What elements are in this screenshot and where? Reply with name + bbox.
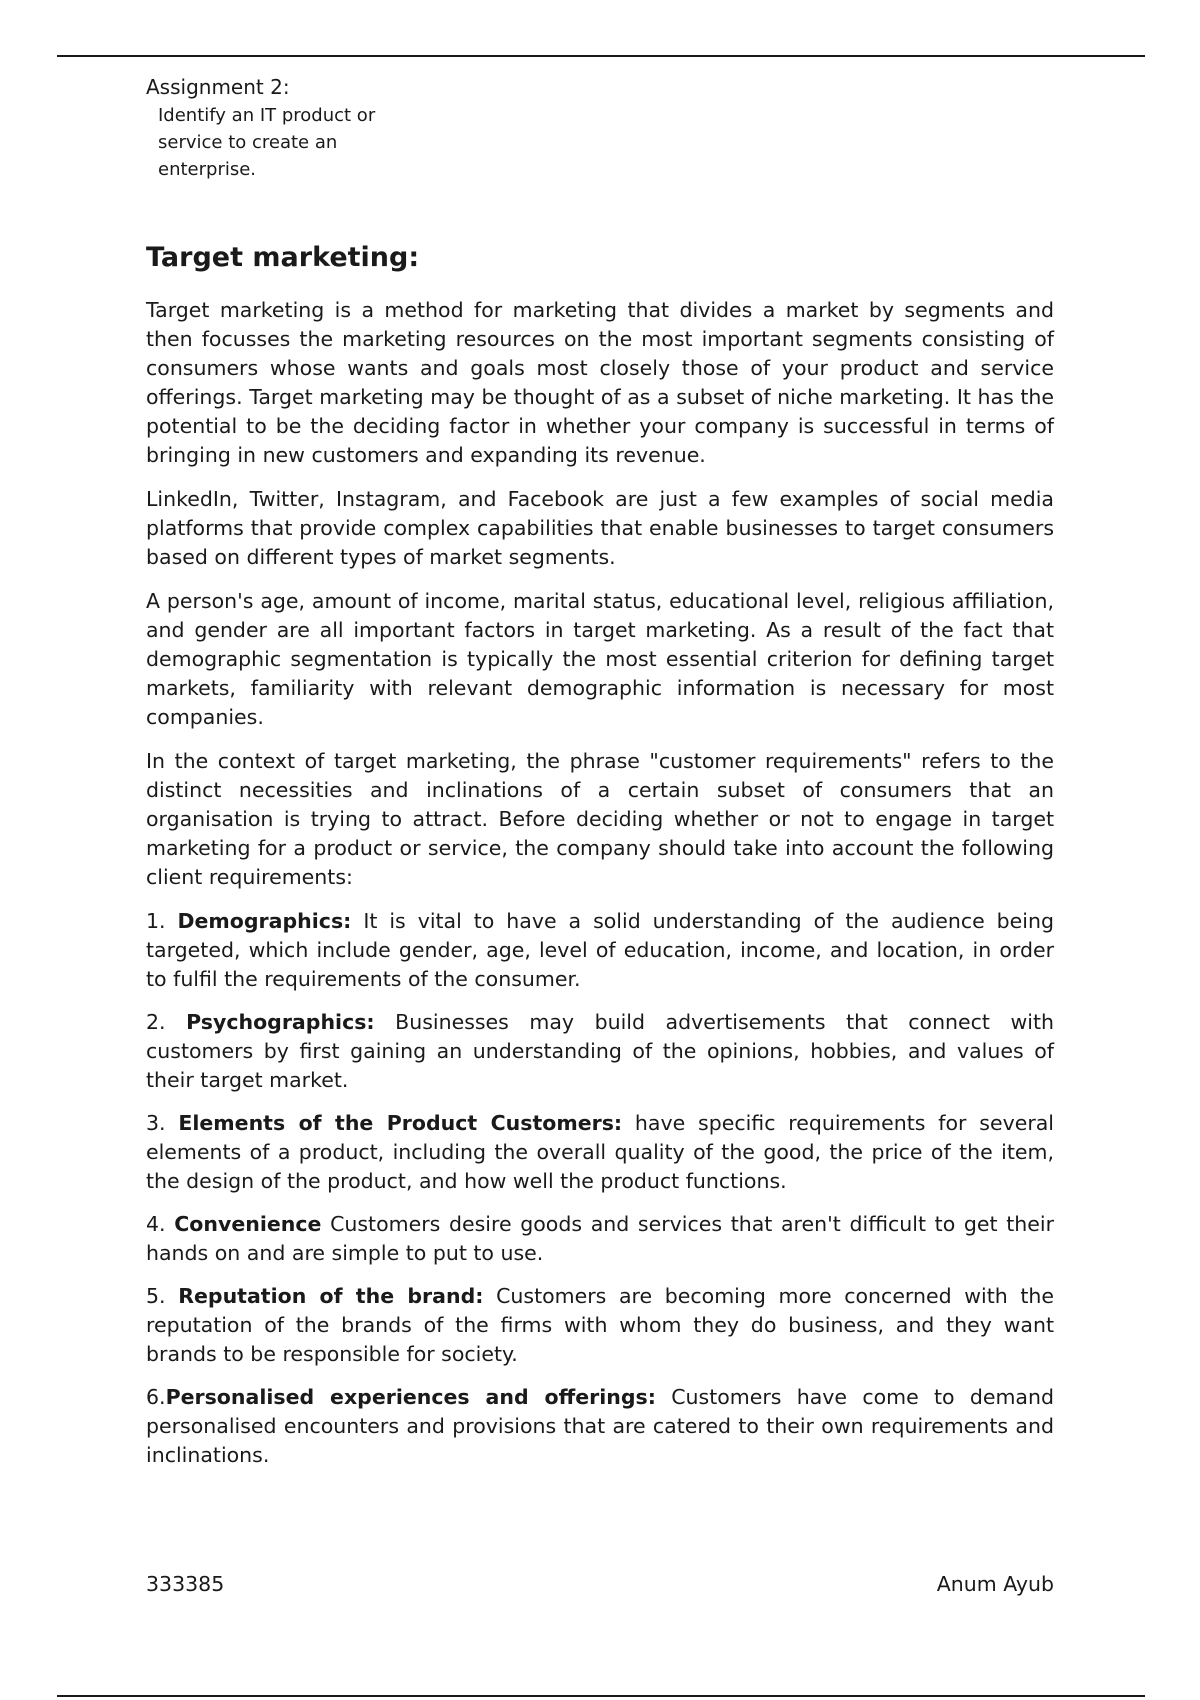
item-text: Customers desire goods and services that aren't difficult to get their hands on and are simple to put to use.	[146, 1212, 1055, 1265]
item-number: 4.	[146, 1212, 175, 1236]
item-text: Customers have come to demand personalised encounters and provisions that are catered to their own requirements and inclinations.	[146, 1385, 1055, 1467]
item-text: Customers are becoming more concerned with the reputation of the brands of the firms with whom they do business, and they want brands to be responsible for society.	[146, 1284, 1055, 1366]
requirement-item	[146, 1210, 1054, 1268]
item-number: 6.	[146, 1385, 166, 1409]
paragraph: LinkedIn, Twitter, Instagram, and Facebook are just a few examples of social media platforms that provide complex capabilities that enable businesses to target consumers based on different types of market segments.	[146, 487, 1054, 569]
assignment-title: Assignment 2:	[146, 75, 290, 99]
section-heading: Target marketing:	[146, 242, 420, 273]
requirement-item	[146, 1008, 1054, 1095]
requirement-item	[146, 907, 1054, 994]
page-footer	[146, 1570, 1054, 1598]
student-id: 333385	[146, 1572, 225, 1596]
requirement-item	[146, 1109, 1054, 1196]
assignment-description: Identify an IT product or service to create an enterprise.	[158, 105, 376, 180]
paragraph: Target marketing is a method for marketing that divides a market by segments and then focusses the marketing resources on the most important segments consisting of consumers whose wants and goals most closely those of your product and service offerings. Target marketing may be thought of as a subset of niche marketing. It has the potential to be the deciding factor in whether your company is successful in terms of bringing in new customers and expanding its revenue.	[146, 298, 1054, 467]
item-term: Psychographics:	[186, 1010, 375, 1034]
item-text: have specific requirements for several elements of a product, including the overall quality of the good, the price of the item, the design of the product, and how well the product functions.	[146, 1111, 1054, 1193]
paragraph: A person's age, amount of income, marital status, educational level, religious affiliation, and gender are all important factors in target marketing. As a result of the fact that demographic segmentation is typically the most essential criterion for defining target markets, familiarity with relevant demographic information is necessary for most companies.	[146, 589, 1054, 729]
assignment-header	[146, 74, 428, 183]
paragraph: In the context of target marketing, the phrase "customer requirements" refers to the distinct necessities and inclinations of a certain subset of consumers that an organisation is trying to attract. Before deciding whether or not to engage in target marketing for a product or service, the company should take into account the following client requirements:	[146, 749, 1054, 889]
top-rule	[57, 55, 1145, 57]
item-number: 1.	[146, 909, 178, 933]
item-text: Businesses may build advertisements that connect with customers by first gaining an understanding of the opinions, hobbies, and values of their target market.	[146, 1010, 1054, 1092]
requirement-item	[146, 1383, 1054, 1470]
item-term: Convenience	[174, 1212, 322, 1236]
item-term: Personalised experiences and offerings:	[165, 1385, 656, 1409]
item-number: 5.	[146, 1284, 179, 1308]
item-text: It is vital to have a solid understanding of the audience being targeted, which include gender, age, level of education, income, and location, in order to fulfil the requirements of the consumer.	[146, 909, 1054, 991]
item-term: Elements of the Product Customers:	[178, 1111, 623, 1135]
item-term: Demographics:	[177, 909, 352, 933]
item-number: 3.	[146, 1111, 179, 1135]
requirement-item	[146, 1282, 1054, 1369]
item-term: Reputation of the brand:	[178, 1284, 484, 1308]
item-number: 2.	[146, 1010, 187, 1034]
document-body	[146, 240, 1054, 1484]
bottom-rule	[57, 1695, 1145, 1697]
author-name: Anum Ayub	[936, 1572, 1054, 1596]
